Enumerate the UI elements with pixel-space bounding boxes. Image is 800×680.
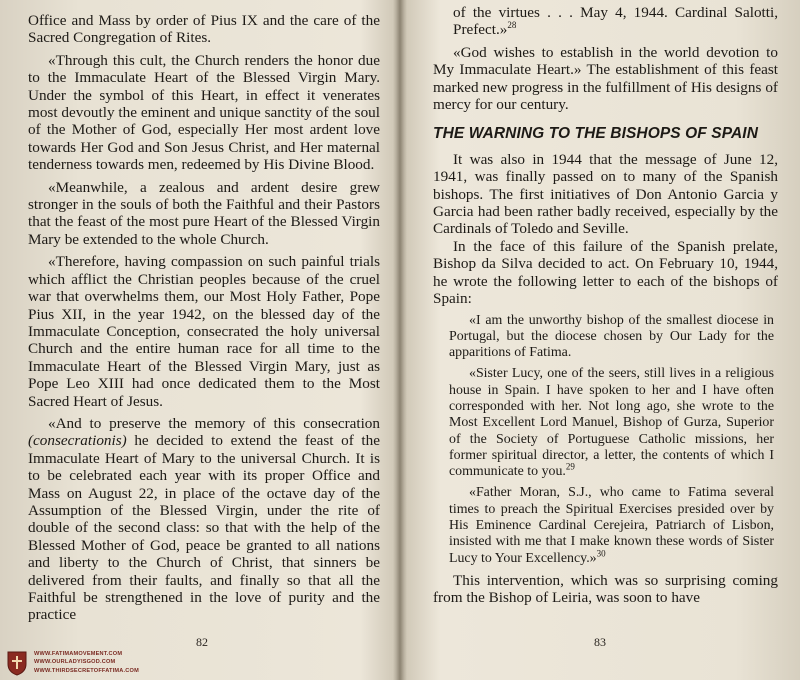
text-run: he decided to extend the feast of the Immaculate Heart of Mary to the universal Church. It is to be celebrated each year with its proper Office and Mass on August 22, in place of the octave day of the Assumption of the Blessed Virgin, under the rite of double of the second class: so that with the help of the Blessed Mother of God, peace be granted to all nations and liberty to the Church of Christ, that sinners be delivered from their faults, and finally so that all the Faithful be strengthened in the love of purity and the practice bbox=[28, 432, 380, 624]
latin-term: (consecrationis) bbox=[28, 432, 127, 450]
watermark-footer bbox=[0, 648, 200, 680]
right-paragraph: This intervention, which was so surprising coming from the Bishop of Leiria, was soon to have bbox=[433, 571, 778, 607]
text-run: «Father Moran, S.J., who came to Fatima several times to preach the Spiritual Exercises presided over by His Eminence Cardinal Cerejeira, Patriarch of Lisbon, insisted with me that I make known these words of Sister Lucy to Your Excellency.» bbox=[449, 485, 774, 566]
section-heading: THE WARNING TO THE BISHOPS OF SPAIN bbox=[433, 125, 759, 143]
right-paragraph: It was also in 1944 that the message of June 12, 1941, was finally passed on to many of the Spanish bishops. The first initiatives of Don Antonio Garcia y Garcia had been rather badly received, especially by the Cardinals of Toledo and Seville. bbox=[433, 150, 778, 238]
right-paragraph: «God wishes to establish in the world devotion to My Immaculate Heart.» The establishment of this feast marked new progress in the fulfillment of His designs of mercy for our century. bbox=[433, 43, 778, 114]
left-paragraph: «Meanwhile, a zealous and ardent desire grew stronger in the souls of both the Faithful and their Pastors that the feast of the most pure Heart of the Blessed Virgin Mary be extended to the whole Church. bbox=[28, 178, 380, 248]
left-paragraph bbox=[28, 415, 380, 624]
text-run: «Sister Lucy, one of the seers, still lives in a religious house in Spain. I have spoken to her and I have often corresponded with her. Not long ago, she wrote to the Most Excellent Lord Manuel, Bishop of Gurza, Superior of the Society of Portuguese Catholic missions, her former spiritual director, a letter, the contents of which I communicate to you. bbox=[449, 366, 774, 480]
left-page bbox=[28, 12, 380, 624]
watermark-urls bbox=[34, 650, 139, 675]
watermark-url: WWW.THIRDSECRETOFFATIMA.COM bbox=[34, 667, 139, 674]
block-quote: «I am the unworthy bishop of the smallest diocese in Portugal, but the diocese chosen by Our Lady for the apparitions of Fatima. bbox=[449, 312, 774, 361]
text-run: of the virtues . . . May 4, 1944. Cardinal Salotti, Prefect.» bbox=[453, 4, 778, 39]
watermark-url: WWW.FATIMAMOVEMENT.COM bbox=[34, 651, 123, 657]
left-paragraph: «Therefore, having compassion on such painful trials which afflict the Christian peoples because of the cruel war that overwhelms them, our Most Holy Father, Pope Pius XII, in the year 1942, on the blessed day of the Immaculate Conception, consecrated the holy universal Church and the entire human race for all time to the Immaculate Heart of the Blessed Virgin Mary, just as Pope Leo XIII had once dedicated them to the Most Sacred Heart of Jesus. bbox=[28, 253, 380, 410]
block-quote bbox=[449, 366, 774, 480]
left-paragraph: Office and Mass by order of Pius IX and the care of the Sacred Congregation of Rites. bbox=[28, 12, 380, 47]
shield-logo-icon bbox=[6, 650, 28, 676]
left-paragraph: «Through this cult, the Church renders the honor due to the Immaculate Heart of the Blessed Virgin Mary. Under the symbol of this Heart, in effect it venerates most devoutly the eminent and unique sanctity of the soul of the Mother of God, especially Her most ardent love towards Her God and Son Jesus Christ, and Her maternal tenderness towards men, redeemed by His Divine Blood. bbox=[28, 51, 380, 174]
footnote-marker: 28 bbox=[507, 20, 517, 31]
page-number-left: 82 bbox=[196, 635, 208, 649]
book-gutter bbox=[393, 0, 407, 680]
page-number-right: 83 bbox=[594, 635, 606, 649]
footnote-marker: 29 bbox=[565, 461, 575, 472]
right-paragraph bbox=[453, 4, 778, 39]
footnote-marker: 30 bbox=[596, 548, 606, 559]
watermark-url: WWW.OURLADYISGOD.COM bbox=[34, 659, 116, 666]
block-quote bbox=[449, 485, 774, 566]
right-page bbox=[433, 4, 778, 607]
text-run: «And to preserve the memory of this consecration bbox=[48, 414, 380, 432]
right-paragraph: In the face of this failure of the Spanish prelate, Bishop da Silva decided to act. On February 10, 1944, he wrote the following letter to each of the bishops of Spain: bbox=[433, 237, 778, 308]
